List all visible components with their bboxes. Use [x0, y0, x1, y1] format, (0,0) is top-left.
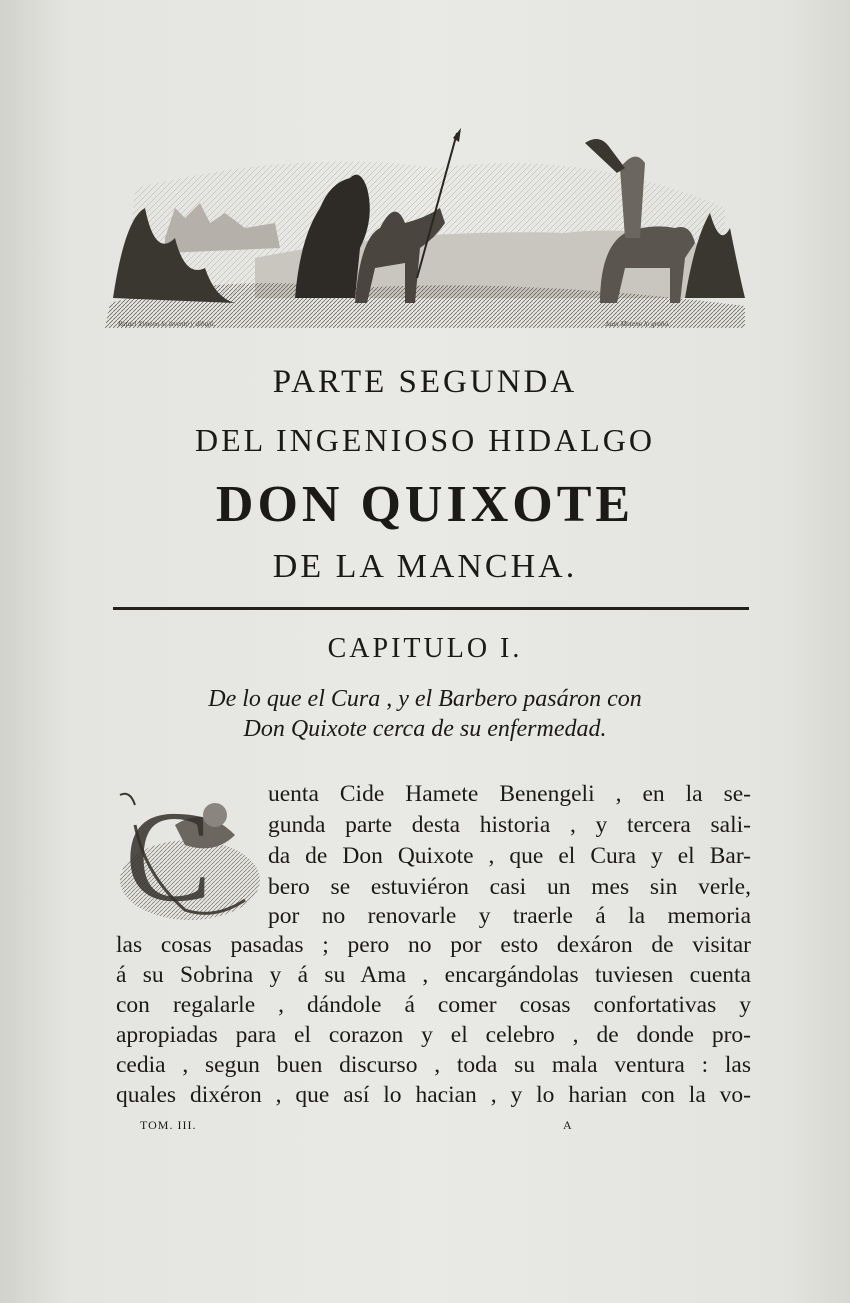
body-line-4: bero se estuviéron casi un mes sin verle, — [268, 874, 751, 900]
body-line-3: da de Don Quixote , que el Cura y el Bar- — [268, 843, 751, 869]
engraving-credit-right: Juan Moreno lo grabó. — [605, 320, 670, 328]
body-line-11: quales dixéron , que así lo hacian , y lo harian con la vo- — [116, 1082, 751, 1108]
body-line-8: con regalarle , dándole á comer cosas confortativas y — [116, 992, 751, 1018]
engraving-credit-left: Rafael Ximeno lo inventó y dibujó. — [118, 320, 216, 328]
body-line-7: á su Sobrina y á su Ama , encargándolas tuviesen cuenta — [116, 962, 751, 988]
body-line-5: por no renovarle y traerle á la memoria — [268, 903, 751, 929]
signature-mark: A — [563, 1118, 573, 1132]
body-line-9: apropiadas para el corazon y el celebro , de donde pro- — [116, 1022, 751, 1048]
engraved-vignette — [105, 128, 745, 328]
volume-marker: TOM. III. — [140, 1118, 197, 1132]
chapter-subtitle-line-1: De lo que el Cura , y el Barbero pasáron con — [208, 686, 642, 712]
decorated-initial — [115, 785, 265, 925]
title-divider — [113, 607, 749, 610]
initial-letter: C — [125, 785, 212, 925]
body-line-10: cedia , segun buen discurso , toda su mala ventura : las — [116, 1052, 751, 1078]
chapter-heading: CAPITULO I. — [327, 633, 523, 664]
chapter-subtitle-line-2: Don Quixote cerca de su enfermedad. — [243, 716, 607, 742]
title-line-1: PARTE SEGUNDA — [272, 364, 578, 400]
body-line-1: uenta Cide Hamete Benengeli , en la se- — [268, 781, 751, 807]
title-line-2: DEL INGENIOSO HIDALGO — [195, 422, 655, 458]
body-line-6: las cosas pasadas ; pero no por esto dexáron de visitar — [116, 932, 751, 958]
title-line-4: DE LA MANCHA. — [272, 548, 578, 585]
title-line-3: DON QUIXOTE — [215, 476, 635, 533]
body-line-2: gunda parte desta historia , y tercera sali- — [268, 812, 751, 838]
